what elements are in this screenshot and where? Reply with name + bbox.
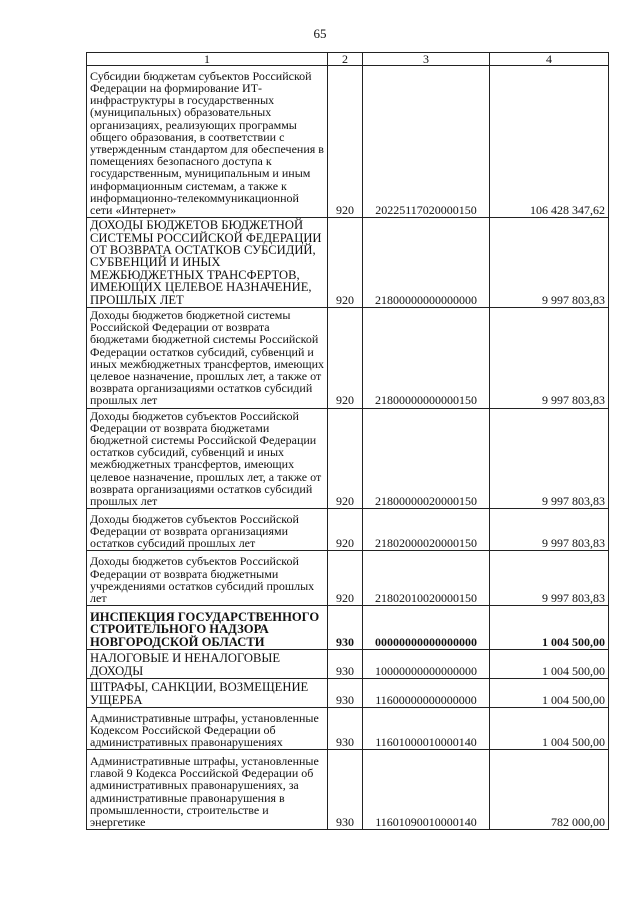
row-name: Доходы бюджетов субъектов Российской Федерации от возврата бюджетами бюджетной системы Российской Федерации остатков субсидий, субвенций и иных межбюджетных трансфертов, имеющих целевое назначение, прошлых лет, а также от возврата организациями остатков субсидий прошлых лет bbox=[87, 408, 328, 509]
row-admin-code: 920 bbox=[328, 551, 363, 606]
row-name: ШТРАФЫ, САНКЦИИ, ВОЗМЕЩЕНИЕ УЩЕРБА bbox=[87, 679, 328, 708]
row-name: Административные штрафы, установленные главой 9 Кодекса Российской Федерации об административных правонарушениях, за административные правонарушения в промышленности, строительстве и энергетике bbox=[87, 750, 328, 830]
row-amount: 9 997 803,83 bbox=[490, 551, 609, 606]
row-budget-code: 21800000000000150 bbox=[363, 308, 490, 409]
row-admin-code: 920 bbox=[328, 308, 363, 409]
row-name: Доходы бюджетов субъектов Российской Федерации от возврата организациями остатков субсидий прошлых лет bbox=[87, 509, 328, 551]
row-amount: 106 428 347,62 bbox=[490, 66, 609, 218]
row-admin-code: 930 bbox=[328, 606, 363, 650]
column-header-code: 3 bbox=[363, 53, 490, 66]
row-budget-code: 20225117020000150 bbox=[363, 66, 490, 218]
row-name: Доходы бюджетов бюджетной системы Российской Федерации от возврата бюджетами бюджетной системы Российской Федерации остатков субсидий, субвенций и иных межбюджетных трансфертов, имеющих целевое назначение, прошлых лет, а также от возврата организациями остатков субсидий прошлых лет bbox=[87, 308, 328, 409]
row-amount: 1 004 500,00 bbox=[490, 708, 609, 750]
row-admin-code: 920 bbox=[328, 509, 363, 551]
row-admin-code: 930 bbox=[328, 750, 363, 830]
row-amount: 782 000,00 bbox=[490, 750, 609, 830]
row-amount: 9 997 803,83 bbox=[490, 218, 609, 308]
row-admin-code: 920 bbox=[328, 408, 363, 509]
row-budget-code: 21800000020000150 bbox=[363, 408, 490, 509]
table-row bbox=[87, 509, 609, 551]
row-budget-code: 00000000000000000 bbox=[363, 606, 490, 650]
column-header-name: 1 bbox=[87, 53, 328, 66]
column-header-amount: 4 bbox=[490, 53, 609, 66]
row-admin-code: 920 bbox=[328, 66, 363, 218]
row-name: Субсидии бюджетам субъектов Российской Федерации на формирование ИТ-инфраструктуры в государственных (муниципальных) образовательных организациях, реализующих программы общего образования, в соответствии с утвержденным стандартом для обеспечения в помещениях безопасного доступа к государственным, муниципальным и иным информационным системам, а также к информационно-телекоммуникационной сети «Интернет» bbox=[87, 66, 328, 218]
revenue-table bbox=[86, 52, 609, 830]
row-name: НАЛОГОВЫЕ И НЕНАЛОГОВЫЕ ДОХОДЫ bbox=[87, 650, 328, 679]
row-budget-code: 21802010020000150 bbox=[363, 551, 490, 606]
row-name: Административные штрафы, установленные Кодексом Российской Федерации об административных правонарушениях bbox=[87, 708, 328, 750]
table-row bbox=[87, 750, 609, 830]
row-budget-code: 21800000000000000 bbox=[363, 218, 490, 308]
row-admin-code: 930 bbox=[328, 679, 363, 708]
row-name: ИНСПЕКЦИЯ ГОСУДАРСТВЕННОГО СТРОИТЕЛЬНОГО НАДЗОРА НОВГОРОДСКОЙ ОБЛАСТИ bbox=[87, 606, 328, 650]
row-budget-code: 21802000020000150 bbox=[363, 509, 490, 551]
table-row bbox=[87, 708, 609, 750]
table-row bbox=[87, 308, 609, 409]
table-row bbox=[87, 408, 609, 509]
column-header-admin: 2 bbox=[328, 53, 363, 66]
table-row bbox=[87, 679, 609, 708]
row-amount: 1 004 500,00 bbox=[490, 679, 609, 708]
row-amount: 9 997 803,83 bbox=[490, 408, 609, 509]
table-header-row bbox=[87, 53, 609, 66]
table-row bbox=[87, 218, 609, 308]
table-row bbox=[87, 606, 609, 650]
row-amount: 1 004 500,00 bbox=[490, 650, 609, 679]
row-amount: 1 004 500,00 bbox=[490, 606, 609, 650]
row-name: Доходы бюджетов субъектов Российской Федерации от возврата бюджетными учреждениями остатков субсидий прошлых лет bbox=[87, 551, 328, 606]
page-number: 65 bbox=[313, 26, 327, 41]
row-budget-code: 11601090010000140 bbox=[363, 750, 490, 830]
row-admin-code: 930 bbox=[328, 650, 363, 679]
row-amount: 9 997 803,83 bbox=[490, 308, 609, 409]
table-row bbox=[87, 551, 609, 606]
table-row bbox=[87, 650, 609, 679]
row-name: ДОХОДЫ БЮДЖЕТОВ БЮДЖЕТНОЙ СИСТЕМЫ РОССИЙСКОЙ ФЕДЕРАЦИИ ОТ ВОЗВРАТА ОСТАТКОВ СУБСИДИЙ, СУБВЕНЦИЙ И ИНЫХ МЕЖБЮДЖЕТНЫХ ТРАНСФЕРТОВ, ИМЕЮЩИХ ЦЕЛЕВОЕ НАЗНАЧЕНИЕ, ПРОШЛЫХ ЛЕТ bbox=[87, 218, 328, 308]
row-budget-code: 11601000010000140 bbox=[363, 708, 490, 750]
table-row bbox=[87, 66, 609, 218]
row-amount: 9 997 803,83 bbox=[490, 509, 609, 551]
row-admin-code: 930 bbox=[328, 708, 363, 750]
row-budget-code: 11600000000000000 bbox=[363, 679, 490, 708]
row-budget-code: 10000000000000000 bbox=[363, 650, 490, 679]
row-admin-code: 920 bbox=[328, 218, 363, 308]
